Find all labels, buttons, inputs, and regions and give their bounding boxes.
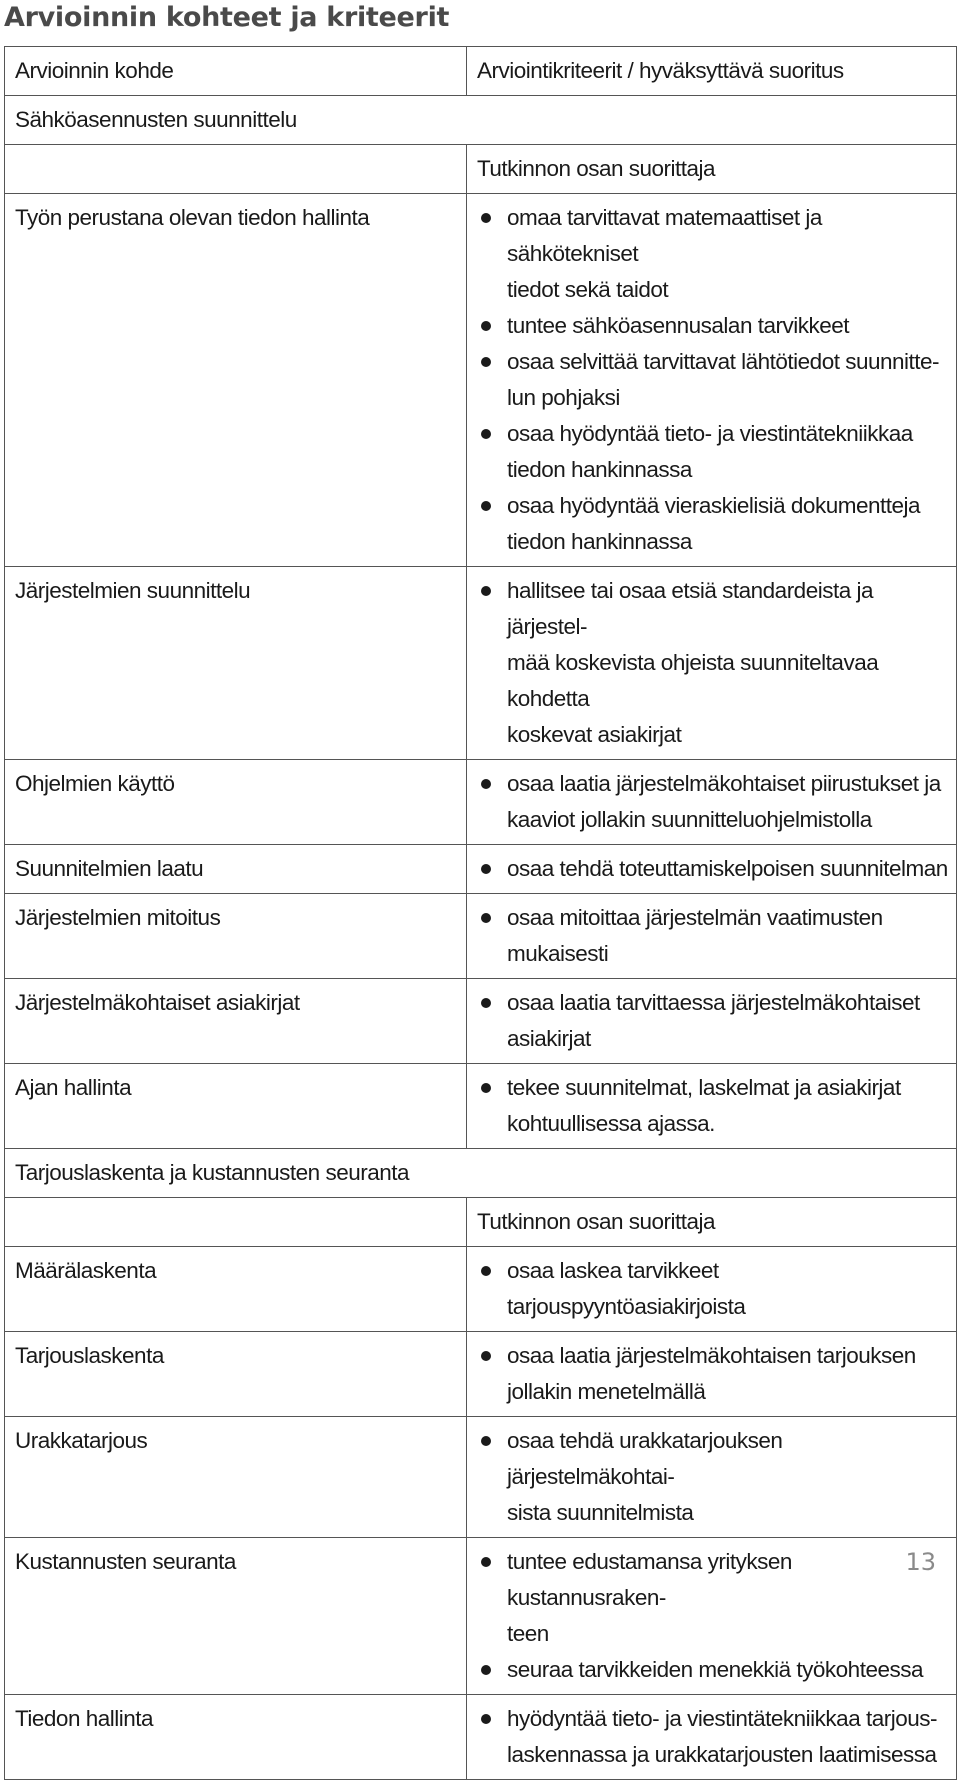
criteria-line: osaa tehdä toteuttamiskelpoisen suunnitelman [507, 856, 948, 881]
criteria-list [477, 1253, 948, 1325]
performer-blank-cell [5, 145, 467, 194]
performer-label: Tutkinnon osan suorittaja [467, 1198, 957, 1247]
table-row [5, 979, 957, 1064]
table-row [5, 194, 957, 567]
table-header-row [5, 47, 957, 96]
assessment-target: Suunnitelmien laatu [5, 845, 467, 894]
performer-label: Tutkinnon osan suorittaja [467, 145, 957, 194]
criteria-item [477, 416, 948, 488]
criteria-line: tiedot sekä taidot [507, 277, 669, 302]
criteria-line: mää koskevista ohjeista suunniteltavaa kohdetta [507, 650, 879, 711]
criteria-item [477, 851, 948, 887]
criteria-cell [467, 1695, 957, 1780]
criteria-item [477, 1701, 948, 1773]
criteria-cell [467, 194, 957, 567]
criteria-list [477, 1544, 948, 1688]
table-row [5, 1247, 957, 1332]
section-title: Sähköasennusten suunnittelu [5, 96, 467, 145]
criteria-cell [467, 979, 957, 1064]
criteria-item [477, 200, 948, 308]
criteria-item [477, 1652, 948, 1688]
criteria-line: kaaviot jollakin suunnitteluohjelmistolla [507, 807, 872, 832]
section-title-blank [467, 96, 957, 145]
page-number: 13 [905, 1548, 936, 1576]
criteria-line: osaa hyödyntää tieto- ja viestintätekniikkaa [507, 421, 913, 446]
criteria-list [477, 573, 948, 753]
section-title-row [5, 1149, 957, 1198]
criteria-item [477, 1070, 948, 1142]
table-row [5, 1064, 957, 1149]
criteria-line: osaa laatia järjestelmäkohtaisen tarjouksen [507, 1343, 916, 1368]
section-title-blank [467, 1149, 957, 1198]
performer-blank-cell [5, 1198, 467, 1247]
criteria-item [477, 488, 948, 560]
page-title: Arvioinnin kohteet ja kriteerit [4, 2, 450, 33]
criteria-line: seuraa tarvikkeiden menekkiä työkohteessa [507, 1657, 923, 1682]
criteria-line: sista suunnitelmista [507, 1500, 694, 1525]
criteria-list [477, 1423, 948, 1531]
table-row [5, 894, 957, 979]
table-row [5, 1417, 957, 1538]
assessment-target: Tarjouslaskenta [5, 1332, 467, 1417]
criteria-line: osaa mitoittaa järjestelmän vaatimusten [507, 905, 883, 930]
criteria-line: jollakin menetelmällä [507, 1379, 706, 1404]
blank-spacer [15, 1204, 458, 1240]
criteria-item [477, 1423, 948, 1531]
criteria-item [477, 900, 948, 972]
criteria-line: lun pohjaksi [507, 385, 620, 410]
criteria-line: osaa hyödyntää vieraskielisiä dokumentteja [507, 493, 921, 518]
assessment-target: Järjestelmäkohtaiset asiakirjat [5, 979, 467, 1064]
assessment-target: Järjestelmien mitoitus [5, 894, 467, 979]
criteria-list [477, 1701, 948, 1773]
criteria-cell [467, 760, 957, 845]
criteria-list [477, 1338, 948, 1410]
table-row [5, 760, 957, 845]
criteria-item [477, 766, 948, 838]
criteria-cell [467, 1064, 957, 1149]
criteria-item [477, 344, 948, 416]
table-row [5, 845, 957, 894]
assessment-target: Järjestelmien suunnittelu [5, 567, 467, 760]
criteria-cell [467, 1538, 957, 1695]
table-row [5, 1538, 957, 1695]
criteria-cell [467, 1332, 957, 1417]
criteria-line: asiakirjat [507, 1026, 591, 1051]
criteria-line: tekee suunnitelmat, laskelmat ja asiakirjat [507, 1075, 901, 1100]
assessment-target: Kustannusten seuranta [5, 1538, 467, 1695]
assessment-target: Ohjelmien käyttö [5, 760, 467, 845]
criteria-list [477, 200, 948, 560]
criteria-item [477, 985, 948, 1057]
criteria-item [477, 308, 948, 344]
criteria-line: tuntee edustamansa yrityksen kustannusraken- [507, 1549, 792, 1610]
blank-spacer [15, 151, 458, 187]
criteria-list [477, 985, 948, 1057]
criteria-line: tiedon hankinnassa [507, 529, 692, 554]
criteria-cell [467, 1247, 957, 1332]
header-assessment-criteria: Arviointikriteerit / hyväksyttävä suoritus [467, 47, 957, 96]
assessment-target: Työn perustana olevan tiedon hallinta [5, 194, 467, 567]
assessment-target: Määrälaskenta [5, 1247, 467, 1332]
criteria-line: tuntee sähköasennusalan tarvikkeet [507, 313, 849, 338]
assessment-target: Tiedon hallinta [5, 1695, 467, 1780]
criteria-line: koskevat asiakirjat [507, 722, 682, 747]
criteria-list [477, 766, 948, 838]
table-body [5, 47, 957, 1780]
criteria-line: mukaisesti [507, 941, 609, 966]
assessment-target: Ajan hallinta [5, 1064, 467, 1149]
table-row [5, 1695, 957, 1780]
assessment-target: Urakkatarjous [5, 1417, 467, 1538]
criteria-line: osaa laskea tarvikkeet tarjouspyyntöasiakirjoista [507, 1258, 746, 1319]
table-row [5, 1332, 957, 1417]
performer-row [5, 1198, 957, 1247]
header-assessment-target: Arvioinnin kohde [5, 47, 467, 96]
section-title-row [5, 96, 957, 145]
criteria-line: osaa selvittää tarvittavat lähtötiedot suunnitte- [507, 349, 940, 374]
criteria-list [477, 1070, 948, 1142]
criteria-line: teen [507, 1621, 549, 1646]
criteria-line: tiedon hankinnassa [507, 457, 692, 482]
criteria-line: omaa tarvittavat matemaattiset ja sähkötekniset [507, 205, 822, 266]
section-title: Tarjouslaskenta ja kustannusten seuranta [5, 1149, 467, 1198]
criteria-list [477, 851, 948, 887]
criteria-line: osaa laatia järjestelmäkohtaiset piirustukset ja [507, 771, 941, 796]
criteria-cell [467, 567, 957, 760]
performer-row [5, 145, 957, 194]
criteria-line: hyödyntää tieto- ja viestintätekniikkaa tarjous- [507, 1706, 937, 1731]
criteria-line: osaa laatia tarvittaessa järjestelmäkohtaiset [507, 990, 920, 1015]
criteria-item [477, 1253, 948, 1325]
criteria-cell [467, 1417, 957, 1538]
criteria-line: laskennassa ja urakkatarjousten laatimisessa [507, 1742, 937, 1767]
criteria-item [477, 1544, 948, 1652]
criteria-list [477, 900, 948, 972]
criteria-cell [467, 845, 957, 894]
criteria-cell [467, 894, 957, 979]
criteria-item [477, 1338, 948, 1410]
criteria-line: kohtuullisessa ajassa. [507, 1111, 715, 1136]
criteria-line: hallitsee tai osaa etsiä standardeista ja järjestel- [507, 578, 873, 639]
table-row [5, 567, 957, 760]
assessment-criteria-table [4, 46, 957, 1780]
criteria-item [477, 573, 948, 753]
criteria-line: osaa tehdä urakkatarjouksen järjestelmäkohtai- [507, 1428, 783, 1489]
